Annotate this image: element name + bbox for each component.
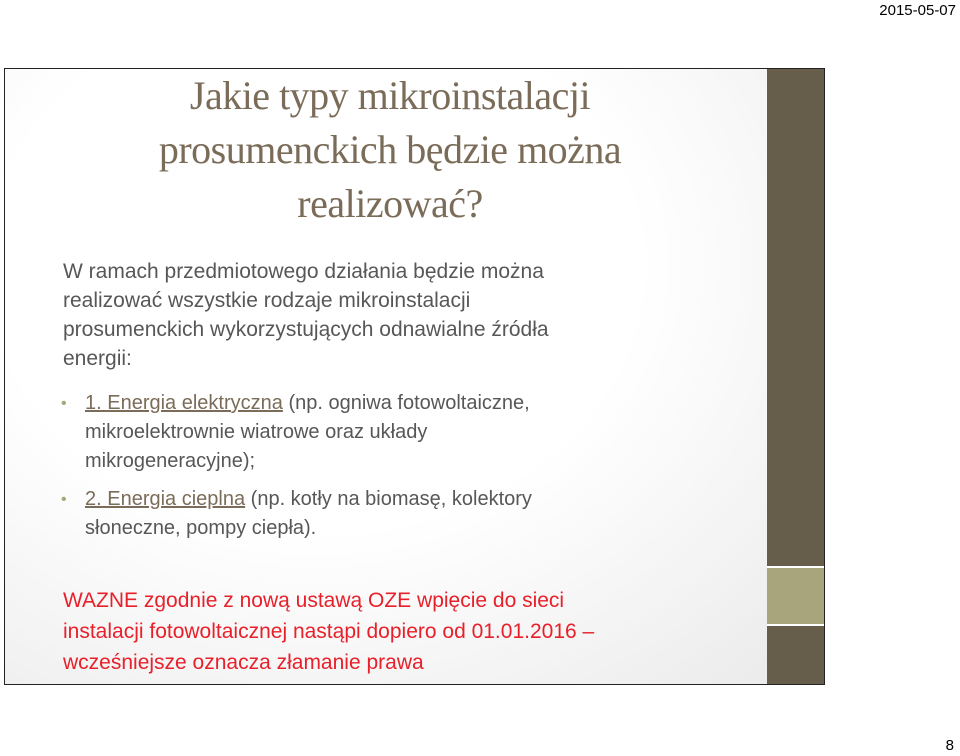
title-line: realizować? xyxy=(297,181,483,226)
page-number: 8 xyxy=(945,737,954,754)
intro-paragraph xyxy=(63,257,763,373)
header-date: 2015-05-07 xyxy=(879,2,956,19)
side-decoration-strip xyxy=(767,69,825,684)
strip-middle-block xyxy=(767,567,825,625)
bullet-text: (np. kotły na biomasę, kolektory xyxy=(245,488,532,510)
bullet-dot-icon: • xyxy=(61,395,67,412)
slide xyxy=(4,68,825,685)
bullet-item-heat xyxy=(57,485,757,543)
bullet-dot-icon: • xyxy=(61,491,67,508)
link-energia-elektryczna[interactable]: 1. Energia elektryczna xyxy=(85,392,283,414)
strip-divider-bottom xyxy=(767,624,825,626)
strip-bottom-block xyxy=(767,625,825,685)
slide-title xyxy=(45,69,735,231)
strip-divider-top xyxy=(767,566,825,568)
strip-top-block xyxy=(767,69,825,567)
intro-line: realizować wszystkie rodzaje mikroinstalacji xyxy=(63,289,471,312)
bullet-line: mikroelektrownie wiatrowe oraz układy xyxy=(85,421,428,443)
link-energia-cieplna[interactable]: 2. Energia cieplna xyxy=(85,488,246,510)
bullet-first-line xyxy=(85,389,757,418)
warning-line: instalacji fotowoltaicznej nastąpi dopiero od 01.01.2016 – xyxy=(63,620,595,643)
warning-line: WAZNE zgodnie z nową ustawą OZE wpięcie do sieci xyxy=(63,589,565,612)
warning-line: wcześniejsze oznacza złamanie prawa xyxy=(63,651,424,674)
bullet-list xyxy=(57,389,757,552)
bullet-line: mikrogeneracyjne); xyxy=(85,450,256,472)
bullet-item-electric xyxy=(57,389,757,476)
intro-line: energii: xyxy=(63,347,132,370)
title-line: prosumenckich będzie można xyxy=(158,127,622,172)
bullet-line: słoneczne, pompy ciepła). xyxy=(85,517,317,539)
bullet-text: (np. ogniwa fotowoltaiczne, xyxy=(282,392,530,414)
bullet-first-line xyxy=(85,485,757,514)
intro-line: W ramach przedmiotowego działania będzie można xyxy=(63,260,544,283)
title-line: Jakie typy mikroinstalacji xyxy=(189,73,591,118)
intro-line: prosumenckich wykorzystujących odnawialne źródła xyxy=(63,318,549,341)
warning-notice xyxy=(63,585,763,678)
